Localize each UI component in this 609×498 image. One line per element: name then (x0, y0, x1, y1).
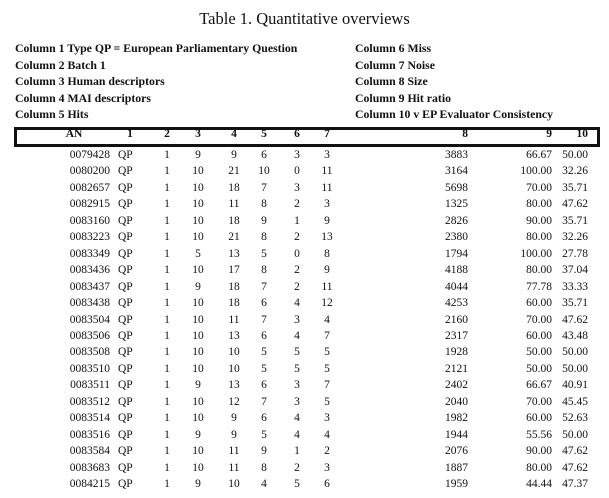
table-cell: QP (118, 264, 133, 277)
table-cell: 12 (228, 395, 240, 408)
column-header-9: 9 (546, 128, 552, 140)
table-cell: 1 (164, 461, 170, 474)
table-cell: 7 (324, 379, 330, 392)
table-cell: 9 (231, 412, 237, 425)
table-cell: 0079428 (69, 149, 110, 161)
table-cell: 4044 (445, 280, 468, 293)
table-cell: 4188 (445, 264, 468, 277)
table-cell: 2 (294, 264, 300, 277)
table-cell: 35.71 (562, 297, 588, 310)
table-cell: 5 (261, 247, 267, 260)
column-header-6: 6 (294, 128, 300, 140)
table-cell: 4 (324, 428, 330, 441)
table-cell: 45.45 (562, 395, 588, 408)
table-cell: 1 (164, 247, 170, 260)
table-cell: 10 (192, 181, 204, 194)
table-cell: 10 (192, 412, 204, 425)
table-cell: QP (118, 247, 133, 260)
table-cell: 2 (294, 198, 300, 211)
table-cell: 1 (164, 478, 170, 490)
table-cell: 0083504 (69, 313, 110, 326)
table-cell: 0083683 (69, 461, 110, 474)
table-cell: 1 (294, 214, 300, 227)
table-cell: 4 (294, 412, 300, 425)
table-cell: 11 (228, 461, 240, 474)
table-cell: 70.00 (526, 313, 552, 326)
table-cell: 6 (261, 149, 267, 161)
table-cell: 5 (324, 395, 330, 408)
table-cell: QP (118, 231, 133, 244)
table-cell: 32.26 (562, 231, 588, 244)
table-cell: 1 (164, 149, 170, 161)
table-cell: 1 (164, 181, 170, 194)
table-cell: 37.04 (562, 264, 588, 277)
table-cell: 40.91 (562, 379, 588, 392)
table-cell: 90.00 (526, 214, 552, 227)
column-header-5: 5 (261, 128, 267, 140)
table-cell: 10 (228, 346, 240, 359)
table-cell: 32.26 (562, 165, 588, 178)
table-cell: 0083508 (69, 346, 110, 359)
table-cell: 5 (261, 428, 267, 441)
table-cell: 1944 (445, 428, 468, 441)
table-cell: 3 (324, 412, 330, 425)
table-cell: 60.00 (526, 412, 552, 425)
table-cell: 4 (324, 313, 330, 326)
table-cell: 50.00 (526, 362, 552, 375)
table-cell: 0 (294, 165, 300, 178)
table-cell: 11 (228, 198, 240, 211)
table-cell: 9 (195, 379, 201, 392)
table-cell: 8 (261, 461, 267, 474)
table-cell: 0083512 (69, 395, 110, 408)
table-cell: 0083349 (69, 247, 110, 260)
table-cell: 3883 (445, 149, 468, 161)
table-cell: 50.00 (562, 362, 588, 375)
table-cell: QP (118, 165, 133, 178)
table-cell: 0083160 (69, 214, 110, 227)
legend-column-8: Column 8 Size (355, 74, 428, 88)
table-cell: 77.78 (526, 280, 552, 293)
table-cell: 2 (294, 280, 300, 293)
table-cell: 52.63 (562, 412, 588, 425)
table-cell: 3 (324, 198, 330, 211)
table-cell: 1 (164, 428, 170, 441)
table-cell: 2317 (445, 329, 468, 342)
table-cell: QP (118, 313, 133, 326)
table-cell: 60.00 (526, 329, 552, 342)
table-cell: QP (118, 329, 133, 342)
table-cell: 80.00 (526, 264, 552, 277)
column-header-an: AN (65, 128, 83, 140)
table-cell: 1 (164, 214, 170, 227)
table-cell: 50.00 (562, 428, 588, 441)
table-cell: 1325 (445, 198, 468, 211)
table-cell: 5 (324, 346, 330, 359)
table-cell: 9 (195, 478, 201, 490)
legend-column-5: Column 5 Hits (15, 107, 89, 121)
table-cell: 1794 (445, 247, 468, 260)
table-cell: 70.00 (526, 395, 552, 408)
table-cell: 1 (164, 198, 170, 211)
table-cell: 9 (261, 214, 267, 227)
table-cell: 5698 (445, 181, 468, 194)
table-cell: 1959 (445, 478, 468, 490)
legend-column-1: Column 1 Type QP = European Parliamentary Question (15, 41, 298, 55)
table-cell: 6 (261, 297, 267, 310)
table-cell: 35.71 (562, 214, 588, 227)
table-cell: 1 (164, 280, 170, 293)
table-cell: 33.33 (562, 280, 588, 293)
table-cell: 66.67 (526, 149, 552, 161)
table-cell: 3 (294, 379, 300, 392)
table-cell: 2 (324, 445, 330, 458)
table-cell: 5 (294, 478, 300, 490)
table-cell: QP (118, 412, 133, 425)
table-cell: 47.62 (562, 461, 588, 474)
table-cell: 3 (294, 181, 300, 194)
table-cell: 4 (294, 329, 300, 342)
table-cell: 13 (321, 231, 333, 244)
table-cell: QP (118, 445, 133, 458)
table-cell: 0083506 (69, 329, 110, 342)
table-cell: QP (118, 379, 133, 392)
table-cell: 5 (195, 247, 201, 260)
table-cell: 1 (164, 313, 170, 326)
table-cell: 0083516 (69, 428, 110, 441)
table-cell: 6 (261, 412, 267, 425)
table-cell: 44.44 (526, 478, 552, 490)
table-cell: 2076 (445, 445, 468, 458)
table-cell: 4253 (445, 297, 468, 310)
table-cell: 50.00 (562, 346, 588, 359)
table-cell: 100.00 (520, 247, 552, 260)
table-cell: QP (118, 181, 133, 194)
column-header-4: 4 (231, 128, 237, 140)
table-cell: 2 (294, 461, 300, 474)
table-cell: 0083438 (69, 297, 110, 310)
table-cell: 1 (164, 412, 170, 425)
column-legend-left (15, 40, 297, 123)
table-cell: 7 (261, 395, 267, 408)
legend-column-4: Column 4 MAI descriptors (15, 90, 151, 105)
table-cell: 6 (261, 329, 267, 342)
table-cell: 10 (228, 362, 240, 375)
table-cell: 1 (164, 329, 170, 342)
table-cell: 10 (192, 346, 204, 359)
column-header-3: 3 (195, 128, 201, 140)
table-cell: 0082657 (69, 181, 110, 194)
table-cell: 9 (324, 264, 330, 277)
table-cell: 1 (164, 165, 170, 178)
table-cell: 8 (261, 198, 267, 211)
table-cell: QP (118, 395, 133, 408)
table-cell: 3164 (445, 165, 468, 178)
legend-column-2: Column 2 Batch 1 (15, 57, 106, 72)
table-cell: 27.78 (562, 247, 588, 260)
table-cell: 11 (321, 181, 333, 194)
column-header-10: 10 (576, 128, 588, 140)
table-cell: QP (118, 428, 133, 441)
table-cell: 0083511 (70, 379, 110, 392)
table-cell: 1 (294, 445, 300, 458)
table-cell: 47.62 (562, 313, 588, 326)
table-cell: 9 (195, 280, 201, 293)
table-cell: 9 (231, 428, 237, 441)
table-cell: 50.00 (526, 346, 552, 359)
table-cell: 2380 (445, 231, 468, 244)
table-cell: QP (118, 214, 133, 227)
table-cell: 11 (321, 165, 333, 178)
table-cell: 10 (192, 165, 204, 178)
table-cell: 35.71 (562, 181, 588, 194)
table-cell: 18 (228, 214, 240, 227)
table-cell: 80.00 (526, 461, 552, 474)
table-cell: 1 (164, 362, 170, 375)
table-cell: 10 (192, 264, 204, 277)
table-cell: 9 (231, 149, 237, 161)
table-cell: 18 (228, 181, 240, 194)
table-cell: 10 (192, 461, 204, 474)
table-cell: 11 (321, 280, 333, 293)
table-cell: 1 (164, 297, 170, 310)
table-cell: QP (118, 346, 133, 359)
table-cell: QP (118, 297, 133, 310)
legend-column-6: Column 6 Miss (355, 41, 432, 55)
column-header-8: 8 (462, 128, 468, 140)
table-cell: 13 (228, 329, 240, 342)
legend-column-7: Column 7 Noise (355, 57, 435, 72)
table-title: Table 1. Quantitative overviews (199, 9, 410, 28)
table-cell: 7 (261, 313, 267, 326)
table-cell: 80.00 (526, 231, 552, 244)
table-cell: 21 (228, 165, 240, 178)
table-cell: 1 (164, 346, 170, 359)
table-cell: 5 (324, 362, 330, 375)
table-cell: 9 (195, 149, 201, 161)
table-cell: 0083510 (69, 362, 110, 375)
table-cell: 2 (294, 231, 300, 244)
table-cell: QP (118, 149, 133, 161)
table-cell: 7 (261, 280, 267, 293)
table-cell: 1982 (445, 412, 468, 425)
table-cell: QP (118, 478, 133, 490)
table-cell: 0083514 (69, 412, 110, 425)
table-cell: 0084215 (69, 478, 110, 490)
table-cell: 10 (192, 362, 204, 375)
table-cell: 0083437 (69, 280, 110, 293)
table-cell: 3 (294, 395, 300, 408)
table-cell: 0082915 (69, 198, 110, 211)
table-cell: 13 (228, 379, 240, 392)
table-cell: 3 (324, 461, 330, 474)
table-cell: 10 (192, 231, 204, 244)
column-legend-right (355, 40, 553, 123)
table-cell: 2826 (445, 214, 468, 227)
table-cell: 43.48 (562, 329, 588, 342)
legend-column-3: Column 3 Human descriptors (15, 74, 165, 88)
table-cell: QP (118, 362, 133, 375)
table-cell: 9 (195, 428, 201, 441)
column-header-7: 7 (324, 128, 330, 140)
table-cell: 0083223 (69, 231, 110, 244)
table-cell: 21 (228, 231, 240, 244)
table-cell: QP (118, 461, 133, 474)
legend-column-9: Column 9 Hit ratio (355, 90, 452, 105)
table-cell: 3 (324, 149, 330, 161)
table-cell: 10 (258, 165, 270, 178)
table-cell: 7 (324, 329, 330, 342)
table-cell: 5 (294, 362, 300, 375)
column-header-2: 2 (164, 128, 170, 140)
table-cell: 55.56 (526, 428, 552, 441)
table-cell: 10 (192, 329, 204, 342)
table-cell: 18 (228, 297, 240, 310)
table-cell: 10 (192, 445, 204, 458)
table-cell: 7 (261, 181, 267, 194)
table-cell: 6 (261, 379, 267, 392)
table-cell: 11 (228, 445, 240, 458)
table-cell: 8 (324, 247, 330, 260)
table-cell: 80.00 (526, 198, 552, 211)
table-cell: 9 (324, 214, 330, 227)
table-cell: 1 (164, 395, 170, 408)
table-cell: 1 (164, 231, 170, 244)
table-cell: 90.00 (526, 445, 552, 458)
table-cell: 5 (294, 346, 300, 359)
table-cell: 10 (192, 214, 204, 227)
table-cell: 3 (294, 149, 300, 161)
table-cell: 1 (164, 445, 170, 458)
table-cell: 100.00 (520, 165, 552, 178)
table-cell: 50.00 (562, 149, 588, 161)
table-cell: 12 (321, 297, 333, 310)
table-cell: 1 (164, 264, 170, 277)
table-cell: 6 (324, 478, 330, 490)
table-cell: 70.00 (526, 181, 552, 194)
table-cell: 8 (261, 231, 267, 244)
table-cell: 10 (192, 297, 204, 310)
table-cell: 1 (164, 379, 170, 392)
table-cell: 5 (261, 346, 267, 359)
table-cell: 11 (228, 313, 240, 326)
table-cell: 1928 (445, 346, 468, 359)
table-cell: 2040 (445, 395, 468, 408)
table-cell: 1887 (445, 461, 468, 474)
table-cell: 4 (261, 478, 267, 490)
table-cell: 3 (294, 313, 300, 326)
table-cell: 4 (294, 428, 300, 441)
table-cell: 5 (261, 362, 267, 375)
table-cell: 0080200 (69, 165, 110, 178)
table-cell: 18 (228, 280, 240, 293)
table-cell: 47.62 (562, 445, 588, 458)
table-cell: 47.37 (562, 478, 588, 490)
table-cell: 10 (192, 313, 204, 326)
table-cell: 4 (294, 297, 300, 310)
table-cell: 0 (294, 247, 300, 260)
table-cell: QP (118, 280, 133, 293)
column-header-1: 1 (127, 128, 133, 140)
table-cell: 2160 (445, 313, 468, 326)
table-cell: QP (118, 198, 133, 211)
table-cell: 10 (192, 395, 204, 408)
table-cell: 2121 (445, 362, 468, 375)
table-cell: 10 (192, 198, 204, 211)
table-cell: 66.67 (526, 379, 552, 392)
table-cell: 2402 (445, 379, 468, 392)
table-cell: 47.62 (562, 198, 588, 211)
table-cell: 8 (261, 264, 267, 277)
legend-column-10: Column 10 v EP Evaluator Consistency (355, 107, 554, 121)
table-cell: 17 (228, 264, 240, 277)
table-cell: 0083584 (69, 445, 110, 458)
table-cell: 9 (261, 445, 267, 458)
table-cell: 0083436 (69, 264, 110, 277)
table-cell: 13 (228, 247, 240, 260)
table-cell: 60.00 (526, 297, 552, 310)
table-cell: 10 (228, 478, 240, 490)
